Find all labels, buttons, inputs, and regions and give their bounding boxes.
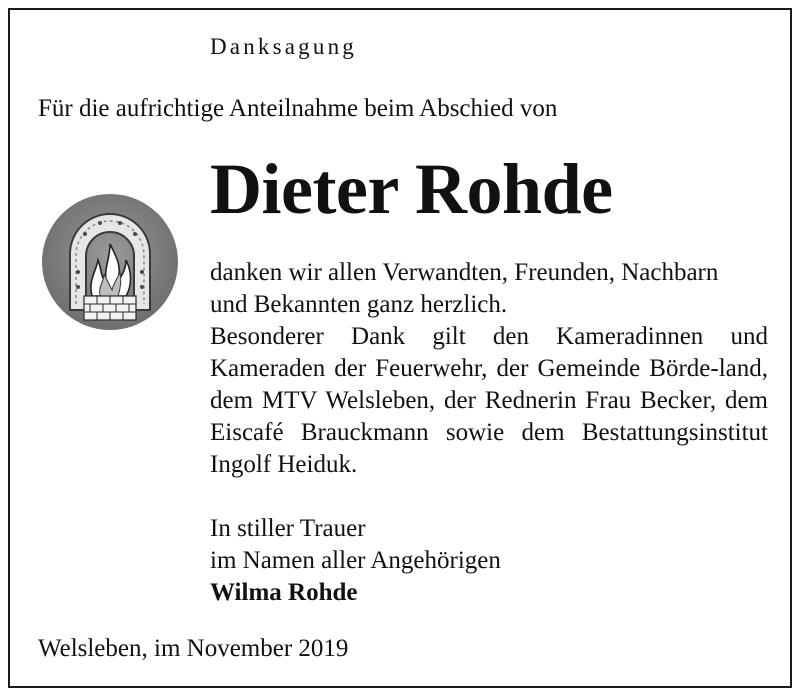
obituary-notice: [8, 8, 792, 688]
notice-intro: Für die aufrichtige Anteilnahme beim Abschied von: [38, 95, 558, 122]
signer-name: Wilma Rohde: [210, 579, 358, 606]
thanks-line-1: danken wir allen Verwandten, Freunden, Nachbarn: [210, 259, 719, 286]
closing-line-1: In stiller Trauer: [210, 515, 366, 542]
thanks-line-2: und Bekannten ganz herzlich.: [210, 291, 508, 318]
fire-brigade-emblem-icon: [40, 192, 180, 332]
closing-block: [210, 513, 501, 609]
notice-heading: Danksagung: [210, 34, 357, 59]
deceased-name: Dieter Rohde: [210, 149, 613, 229]
closing-line-2: im Namen aller Angehörigen: [210, 547, 501, 574]
thanks-text: [210, 257, 768, 481]
place-date: Welsleben, im November 2019: [38, 635, 349, 662]
special-thanks: Besonderer Dank gilt den Kameradinnen und Kameraden der Feuerwehr, der Gemeinde Börde-land, dem MTV Welsleben, der Rednerin Frau Becker, dem Eiscafé Brauckmann sowie dem Bestattungsinstitut Ingolf Heiduk.: [210, 323, 768, 478]
